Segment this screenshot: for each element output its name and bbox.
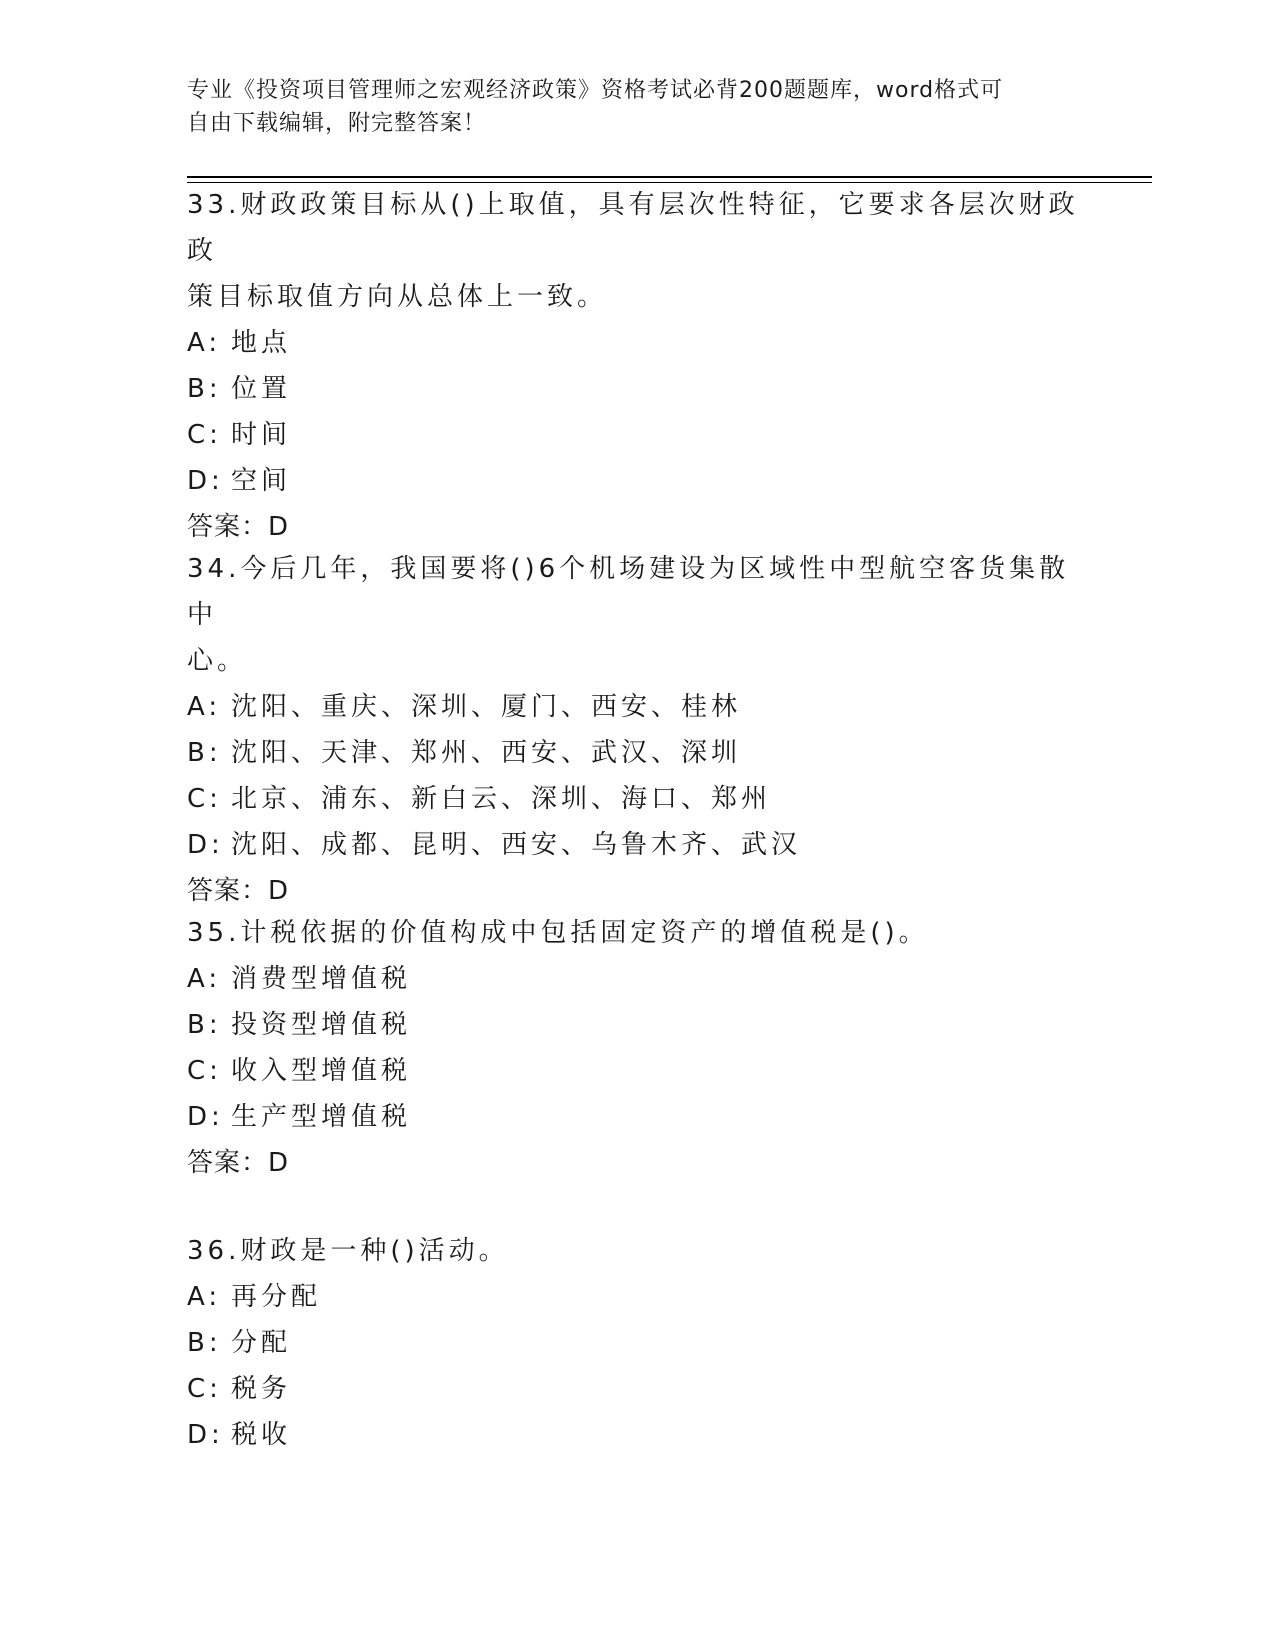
option-text: 沈阳、重庆、深圳、厦门、西安、桂林 <box>231 692 742 722</box>
option-d <box>187 1412 1087 1458</box>
option-letter: A: <box>187 964 222 994</box>
header-divider-thick <box>187 176 1152 178</box>
option-text: 再分配 <box>231 1282 322 1312</box>
option-text: 沈阳、成都、昆明、西安、乌鲁木齐、武汉 <box>231 830 802 860</box>
option-text: 空间 <box>231 466 292 496</box>
question-36 <box>187 1228 1087 1458</box>
option-letter: B: <box>187 1010 222 1040</box>
option-b <box>187 366 1087 412</box>
option-text: 生产型增值税 <box>231 1102 412 1132</box>
question-stem-line: 36.财政是一种()活动。 <box>187 1236 509 1266</box>
option-b <box>187 1002 1087 1048</box>
option-letter: C: <box>187 420 222 450</box>
option-a <box>187 684 1087 730</box>
option-letter: C: <box>187 1056 222 1086</box>
option-b <box>187 1320 1087 1366</box>
option-a <box>187 1274 1087 1320</box>
option-text: 税收 <box>231 1420 292 1450</box>
option-letter: D: <box>187 830 224 860</box>
option-letter: B: <box>187 738 222 768</box>
option-text: 分配 <box>231 1328 292 1358</box>
option-letter: D: <box>187 1102 224 1132</box>
option-a <box>187 956 1087 1002</box>
document-header <box>187 74 1087 140</box>
question-stem-line: 策目标取值方向从总体上一致。 <box>187 282 608 312</box>
option-d <box>187 458 1087 504</box>
option-text: 税务 <box>231 1374 292 1404</box>
option-c <box>187 1048 1087 1094</box>
option-c <box>187 412 1087 458</box>
question-35 <box>187 910 1087 1186</box>
option-b <box>187 730 1087 776</box>
option-letter: B: <box>187 1328 222 1358</box>
option-letter: B: <box>187 374 222 404</box>
answer-line: 答案：D <box>187 876 290 906</box>
option-c <box>187 776 1087 822</box>
option-text: 北京、浦东、新白云、深圳、海口、郑州 <box>231 784 772 814</box>
question-stem-line: 35.计税依据的价值构成中包括固定资产的增值税是()。 <box>187 918 929 948</box>
option-letter: C: <box>187 1374 222 1404</box>
question-34 <box>187 546 1087 914</box>
header-line-1: 专业《投资项目管理师之宏观经济政策》资格考试必背200题题库，word格式可 <box>187 78 1004 103</box>
option-d <box>187 1094 1087 1140</box>
option-d <box>187 822 1087 868</box>
option-text: 沈阳、天津、郑州、西安、武汉、深圳 <box>231 738 742 768</box>
option-letter: D: <box>187 1420 224 1450</box>
question-stem-line: 34.今后几年，我国要将()6个机场建设为区域性中型航空客货集散中 <box>187 554 1070 630</box>
header-line-2: 自由下载编辑，附完整答案！ <box>187 111 487 136</box>
question-stem-line: 心。 <box>187 646 248 676</box>
question-33 <box>187 182 1087 550</box>
option-letter: A: <box>187 1282 222 1312</box>
option-letter: A: <box>187 328 222 358</box>
option-text: 时间 <box>231 420 292 450</box>
option-text: 消费型增值税 <box>231 964 412 994</box>
option-c <box>187 1366 1087 1412</box>
option-text: 收入型增值税 <box>231 1056 412 1086</box>
option-letter: A: <box>187 692 222 722</box>
question-stem-line: 33.财政政策目标从()上取值，具有层次性特征，它要求各层次财政政 <box>187 190 1079 266</box>
option-text: 位置 <box>231 374 292 404</box>
option-letter: C: <box>187 784 222 814</box>
answer-line: 答案：D <box>187 1148 290 1178</box>
option-text: 地点 <box>231 328 292 358</box>
option-letter: D: <box>187 466 224 496</box>
option-a <box>187 320 1087 366</box>
option-text: 投资型增值税 <box>231 1010 412 1040</box>
answer-line: 答案：D <box>187 512 290 542</box>
